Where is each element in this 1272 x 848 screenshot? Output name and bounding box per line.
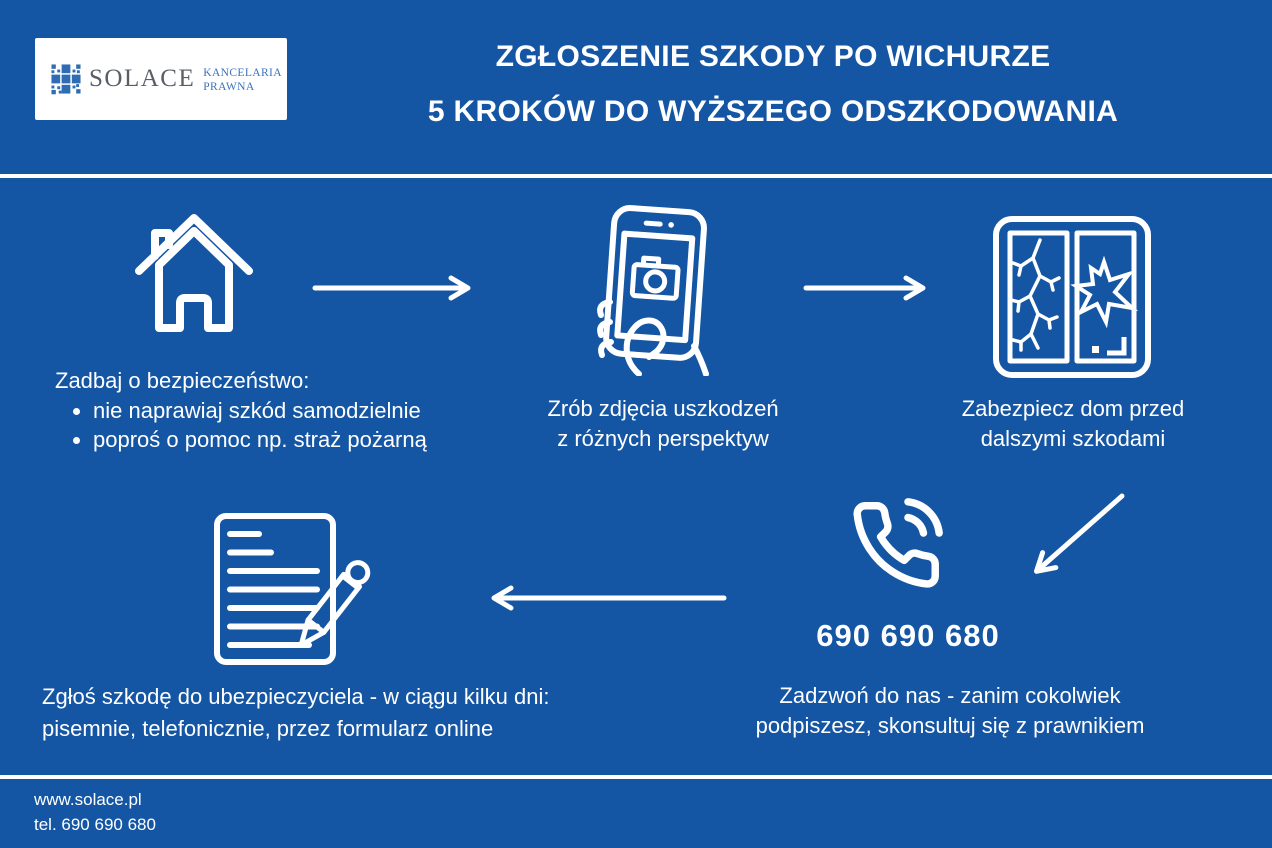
list-item: • nie naprawiaj szkód samodzielnie — [93, 396, 515, 426]
arrow-right-icon — [310, 272, 490, 304]
header-divider — [0, 174, 1272, 178]
step-secure-text: Zabezpiecz dom przed dalszymi szkodami — [961, 396, 1185, 451]
step-call-text: Zadzwoń do nas - zanim cokolwiek podpiszesz, skonsultuj się z prawnikiem — [755, 683, 1145, 738]
page-title — [288, 40, 1258, 129]
broken-window-icon — [993, 216, 1151, 378]
logo-brand-text: SOLACE — [89, 65, 196, 92]
title-line-2: 5 KROKÓW DO WYŻSZEGO ODSZKODOWANIA — [427, 95, 1119, 128]
document-pencil-icon — [213, 512, 375, 672]
phone-call-icon — [845, 492, 947, 598]
list-item: • poproś o pomoc np. straż pożarną — [93, 425, 515, 455]
step-photos-text: Zrób zdjęcia uszkodzeń z różnych perspektyw — [547, 396, 779, 451]
step-safety-heading: Zadbaj o bezpieczeństwo: — [55, 368, 310, 393]
arrow-left-icon — [466, 582, 728, 614]
footer-divider — [0, 775, 1272, 779]
step-safety-bullets — [55, 396, 515, 455]
arrow-right-icon — [803, 272, 943, 304]
step-report-text: Zgłoś szkodę do ubezpieczyciela - w ciągu kilku dni: pisemnie, telefonicznie, przez formularz online — [42, 684, 550, 741]
solace-logo-icon — [50, 63, 82, 95]
arrow-down-left-icon — [1010, 490, 1130, 590]
step-safety-text — [55, 366, 515, 455]
house-icon — [133, 208, 255, 344]
footer-phone: tel. 690 690 680 — [34, 815, 156, 834]
camera-phone-icon — [590, 204, 722, 376]
footer — [34, 787, 156, 837]
phone-number: 690 690 680 — [816, 618, 1000, 653]
title-line-1: ZGŁOSZENIE SZKODY PO WICHURZE — [495, 40, 1051, 73]
footer-website: www.solace.pl — [34, 790, 142, 809]
logo-subtitle: KANCELARIA PRAWNA — [203, 67, 282, 93]
solace-logo — [35, 38, 287, 120]
